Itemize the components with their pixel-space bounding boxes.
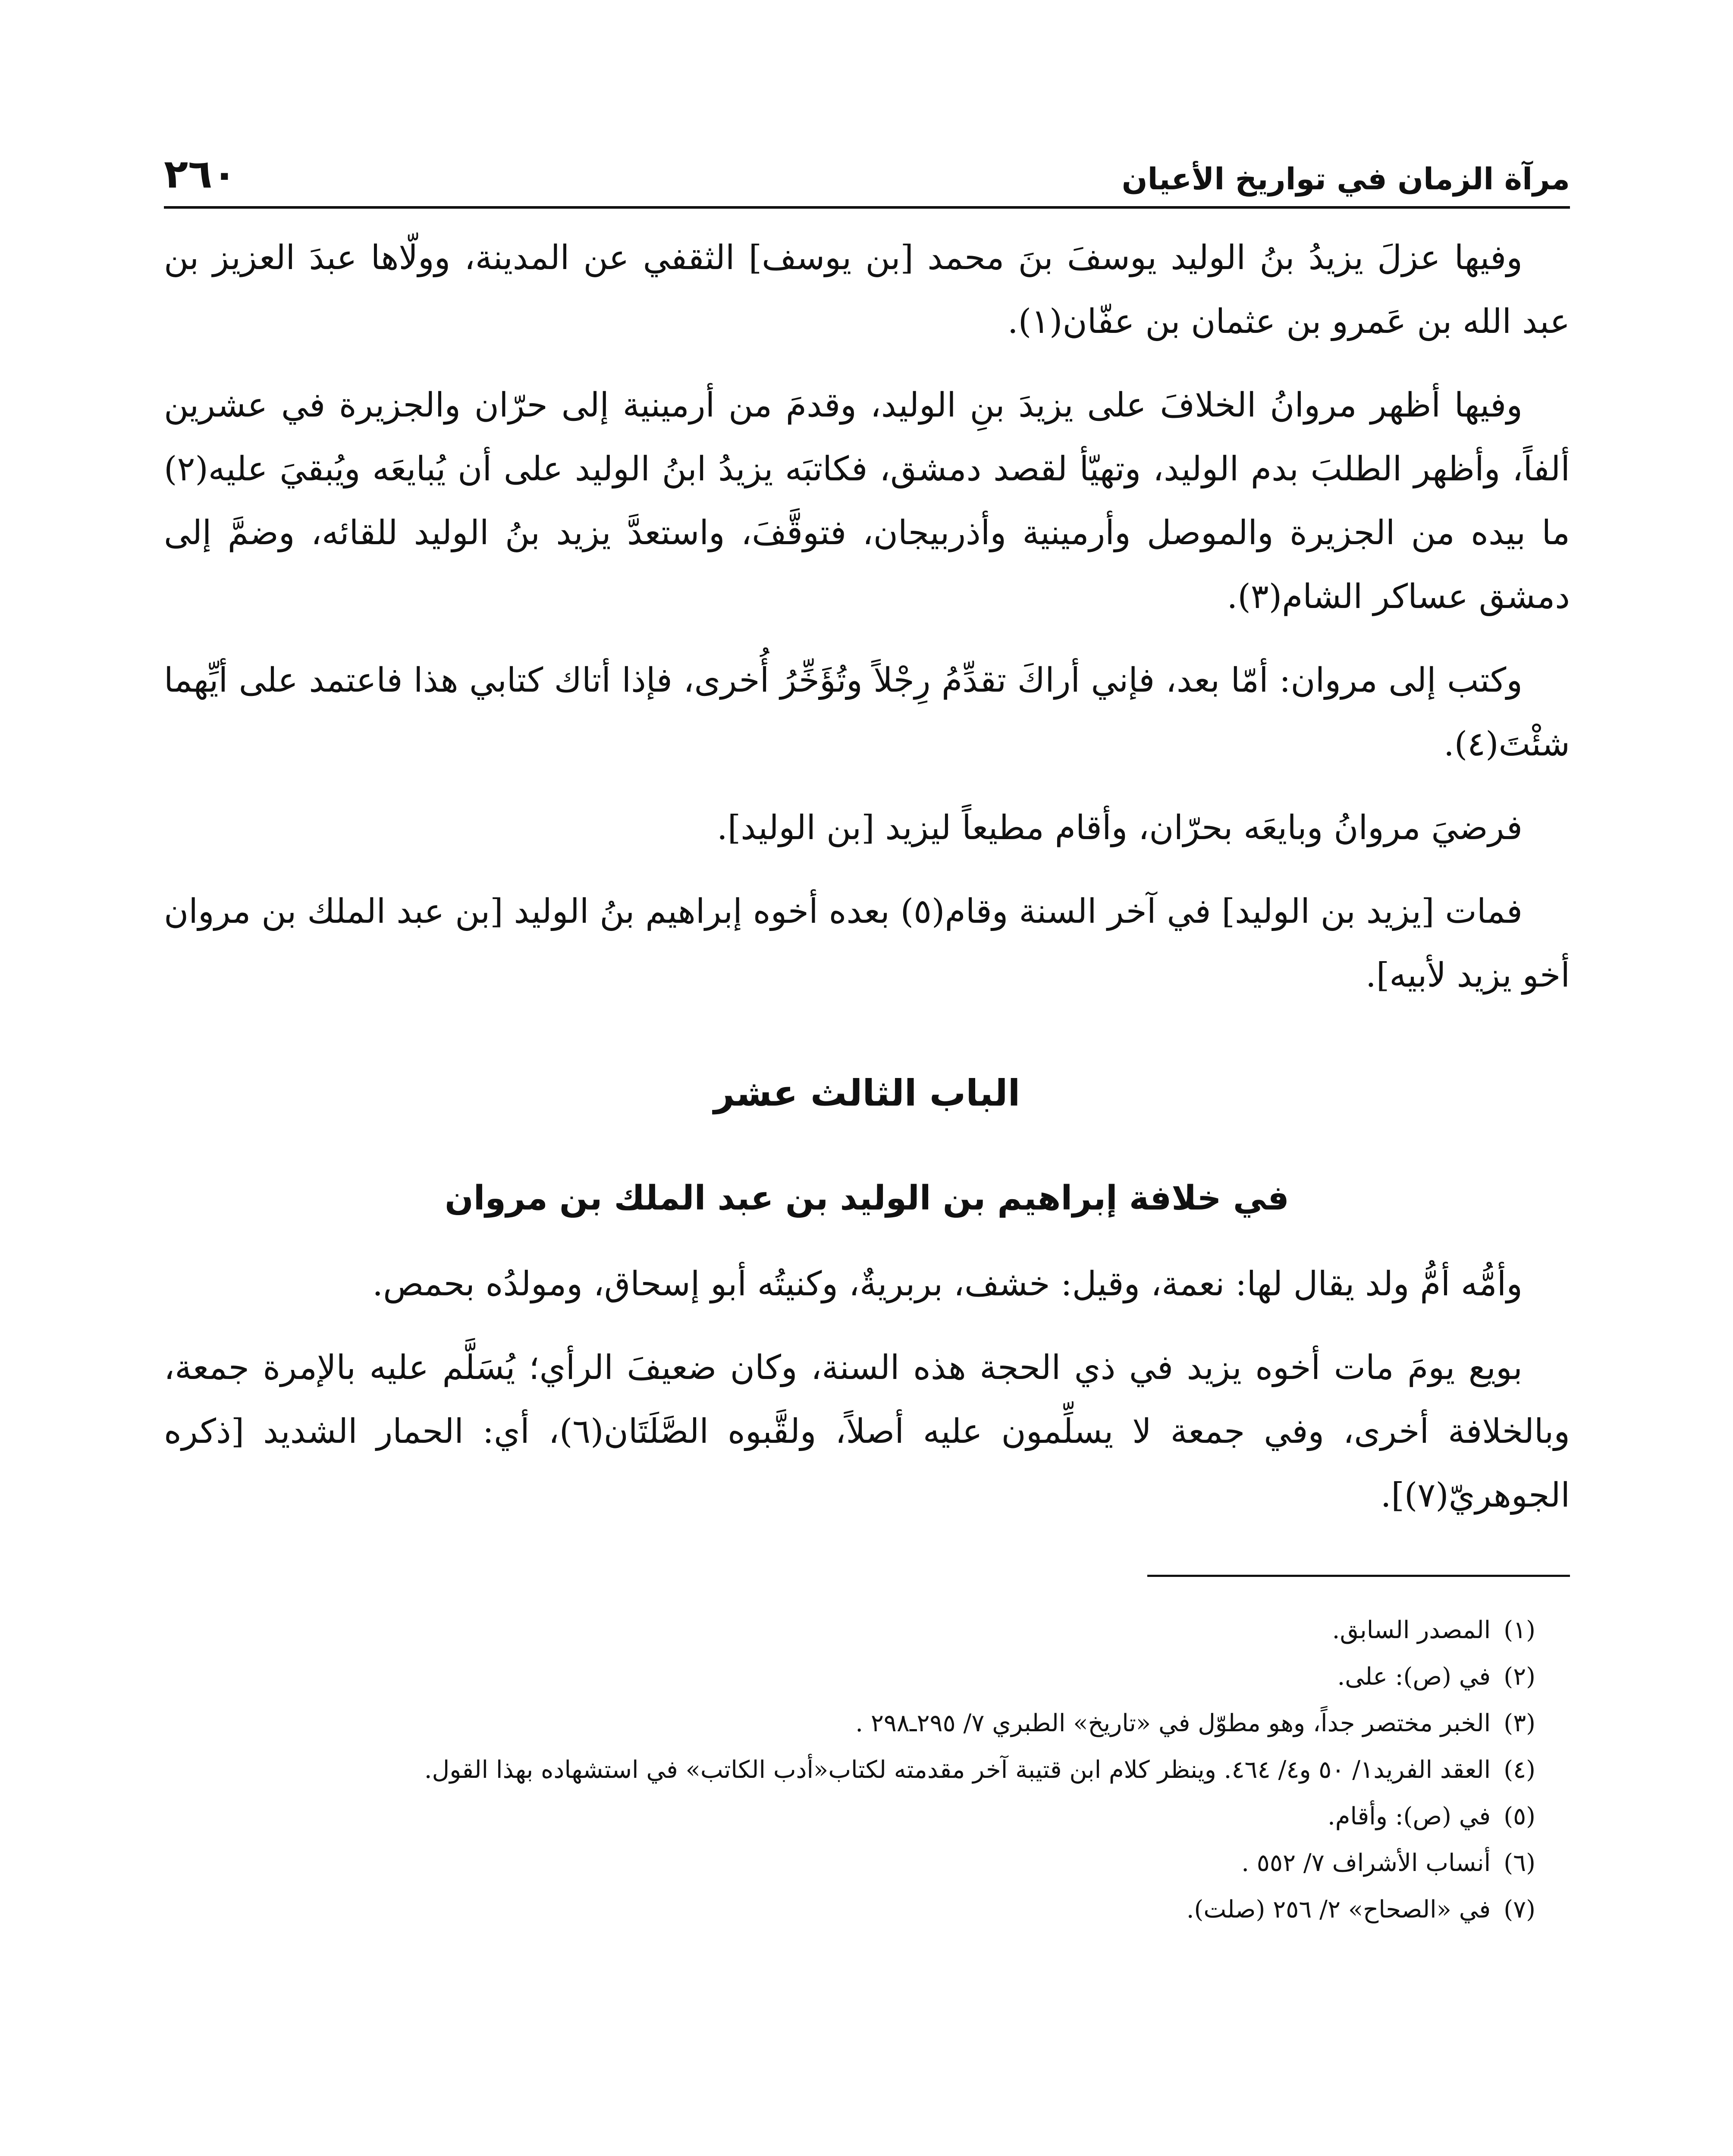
footnote (164, 1654, 1535, 1700)
section-title: في خلافة إبراهيم بن الوليد بن عبد الملك بن مروان (445, 1179, 1289, 1218)
footnote-text: في (ص): وأقام. (1327, 1802, 1491, 1830)
footnote-text: أنساب الأشراف ٧/ ٥٥٢ . (1241, 1849, 1491, 1877)
footnotes-list (164, 1607, 1570, 1933)
footnote-number: (٥) (1504, 1802, 1535, 1830)
footnote-number: (٢) (1504, 1663, 1535, 1691)
paragraph: وفيها أظهر مروانُ الخلافَ على يزيدَ بنِ الوليد، وقدمَ من أرمينية إلى حرّان والجزيرة في عشرين ألفاً، وأظهر الطلبَ بدم الوليد، وتهيّأ لقصد دمشق، فكاتبَه يزيدُ ابنُ الوليد على أن يُبايعَه ويُبقيَ عليه(٢) ما بيده من الجزيرة والموصل وأرمينية وأذربيجان، فتوقَّفَ، واستعدَّ يزيد بنُ الوليد للقائه، وضمَّ إلى دمشق عساكر الشام(٣). (164, 386, 1570, 616)
footnote (164, 1700, 1535, 1747)
footnote-number: (٤) (1504, 1756, 1535, 1784)
footnote-text: العقد الفريد١/ ٥٠ و٤/ ٤٦٤. وينظر كلام ابن قتيبة آخر مقدمته لكتاب«أدب الكاتب» في استشهاده بهذا القول. (424, 1756, 1491, 1784)
footnote-number: (١) (1504, 1616, 1535, 1644)
main-text (164, 226, 1570, 1527)
footnote (164, 1840, 1535, 1887)
footnote (164, 1887, 1535, 1933)
paragraph: وفيها عزلَ يزيدُ بنُ الوليد يوسفَ بنَ محمد [بن يوسف] الثقفي عن المدينة، وولّاها عبدَ العزيز بن عبد الله بن عَمرو بن عثمان بن عفّان(١). (164, 238, 1570, 341)
book-page (164, 129, 1570, 2156)
footnote (164, 1793, 1535, 1840)
header-divider (164, 206, 1570, 209)
footnote-text: الخبر مختصر جداً، وهو مطوّل في «تاريخ» الطبري ٧/ ٢٩٥ـ٢٩٨ . (855, 1709, 1491, 1737)
footnote-divider (1147, 1575, 1570, 1577)
paragraph: بويع يومَ مات أخوه يزيد في ذي الحجة هذه السنة، وكان ضعيفَ الرأي؛ يُسَلَّم عليه بالإمرة جمعة، وبالخلافة أخرى، وفي جمعة لا يسلِّمون عليه أصلاً، ولقَّبوه الصَّلَتَان(٦)، أي: الحمار الشديد [ذكره الجوهريّ(٧)]. (164, 1348, 1570, 1515)
footnote-number: (٧) (1504, 1896, 1535, 1924)
paragraph: وكتب إلى مروان: أمّا بعد، فإني أراكَ تقدِّمُ رِجْلاً وتُؤَخِّرُ أُخرى، فإذا أتاك كتابي هذا فاعتمد على أيِّهما شئْتَ(٤). (164, 661, 1570, 764)
chapter-title: الباب الثالث عشر (713, 1072, 1020, 1114)
page-number: ٢٦٠ (164, 151, 237, 197)
footnote (164, 1607, 1535, 1654)
running-header (164, 129, 1570, 197)
footnote-number: (٦) (1504, 1849, 1535, 1877)
footnote-text: المصدر السابق. (1332, 1616, 1491, 1644)
footnote-text: في (ص): على. (1337, 1663, 1491, 1691)
footnote-number: (٣) (1504, 1709, 1535, 1737)
paragraph: فمات [يزيد بن الوليد] في آخر السنة وقام(٥) بعده أخوه إبراهيم بنُ الوليد [بن عبد الملك بن مروان أخو يزيد لأبيه]. (164, 892, 1570, 995)
footnote-text: في «الصحاح» ٢/ ٢٥٦ (صلت). (1186, 1896, 1491, 1924)
footnote (164, 1747, 1535, 1793)
paragraph: وأمُّه أمُّ ولد يقال لها: نعمة، وقيل: خشف، بربريةٌ، وكنيتُه أبو إسحاق، ومولدُه بحمص. (372, 1265, 1523, 1304)
paragraph: فرضيَ مروانُ وبايعَه بحرّان، وأقام مطيعاً ليزيد [بن الوليد]. (717, 808, 1523, 847)
book-title: مرآة الزمان في تواريخ الأعيان (1121, 161, 1570, 197)
